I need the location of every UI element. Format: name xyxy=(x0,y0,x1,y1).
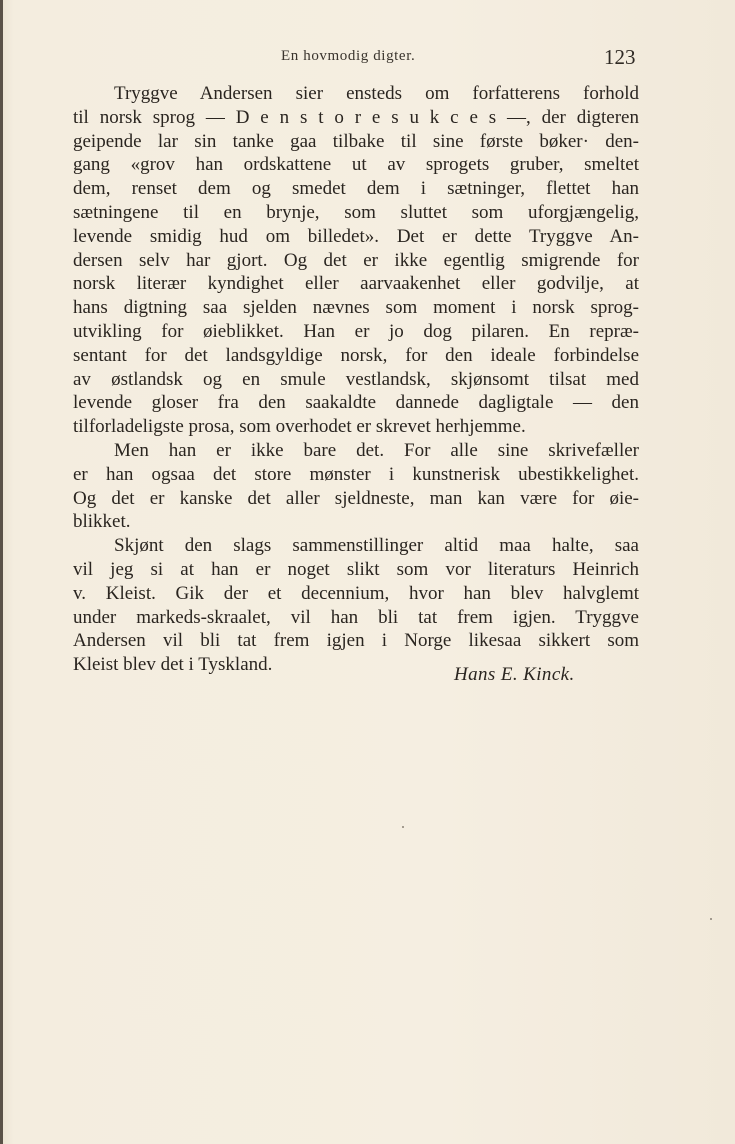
running-head xyxy=(0,45,735,72)
text-line: v. Kleist. Gik der et decennium, hvor han blev halvglemt xyxy=(73,582,639,604)
text-line: under markeds-skraalet, vil han bli tat frem igjen. Tryggve xyxy=(73,606,639,628)
text-line: Men han er ikke bare det. For alle sine skrivefæller xyxy=(114,439,639,461)
text-line: dersen selv har gjort. Og det er ikke egentlig smigrende for xyxy=(73,249,639,271)
text-line: geipende lar sin tanke gaa tilbake til sine første bøker· den- xyxy=(73,130,639,152)
text-line: Og det er kanske det aller sjeldneste, man kan være for øie- xyxy=(73,487,639,509)
text-line: blikket. xyxy=(73,511,131,533)
text-line: norsk literær kyndighet eller aarvaakenhet eller godvilje, at xyxy=(73,273,639,295)
text-line: Kleist blev det i Tyskland. xyxy=(73,654,273,676)
text-line: hans digtning saa sjelden nævnes som moment i norsk sprog- xyxy=(73,297,639,319)
text-line: sætningene til en brynje, som sluttet som uforgjængelig, xyxy=(73,201,639,223)
text-line: vil jeg si at han er noget slikt som vor literaturs Heinrich xyxy=(73,558,639,580)
author-signature: Hans E. Kinck. xyxy=(454,664,575,685)
text-line: av østlandsk og en smule vestlandsk, skjønsomt tilsat med xyxy=(73,368,639,390)
text-line: dem, renset dem og smedet dem i sætninger, flettet han xyxy=(73,178,639,200)
text-line: sentant for det landsgyldige norsk, for den ideale forbindelse xyxy=(73,344,639,366)
body-text xyxy=(73,82,639,677)
text-line: til norsk sprog — D e n s t o r e s u k c e s —, der digteren xyxy=(73,106,639,128)
text-line: levende gloser fra den saakaldte dannede dagligtale — den xyxy=(73,392,639,414)
text-line: utvikling for øieblikket. Han er jo dog pilaren. En repræ- xyxy=(73,320,639,342)
binding-edge xyxy=(0,0,3,1144)
text-line: Andersen vil bli tat frem igjen i Norge likesaa sikkert som xyxy=(73,630,639,652)
paper-speck xyxy=(710,918,712,920)
text-line: er han ogsaa det store mønster i kunstnerisk ubestikkelighet. xyxy=(73,463,639,485)
text-line: levende smidig hud om billedet». Det er dette Tryggve An- xyxy=(73,225,639,247)
paper-speck xyxy=(402,826,404,828)
text-line: tilforladeligste prosa, som overhodet er skrevet herhjemme. xyxy=(73,416,526,438)
text-line: Skjønt den slags sammenstillinger altid maa halte, saa xyxy=(114,535,639,557)
text-line: Tryggve Andersen sier ensteds om forfatterens forhold xyxy=(114,83,639,104)
running-title: En hovmodig digter. xyxy=(281,48,416,64)
page-number: 123 xyxy=(604,45,636,69)
text-line: gang «grov han ordskattene ut av sprogets gruber, smeltet xyxy=(73,154,639,176)
